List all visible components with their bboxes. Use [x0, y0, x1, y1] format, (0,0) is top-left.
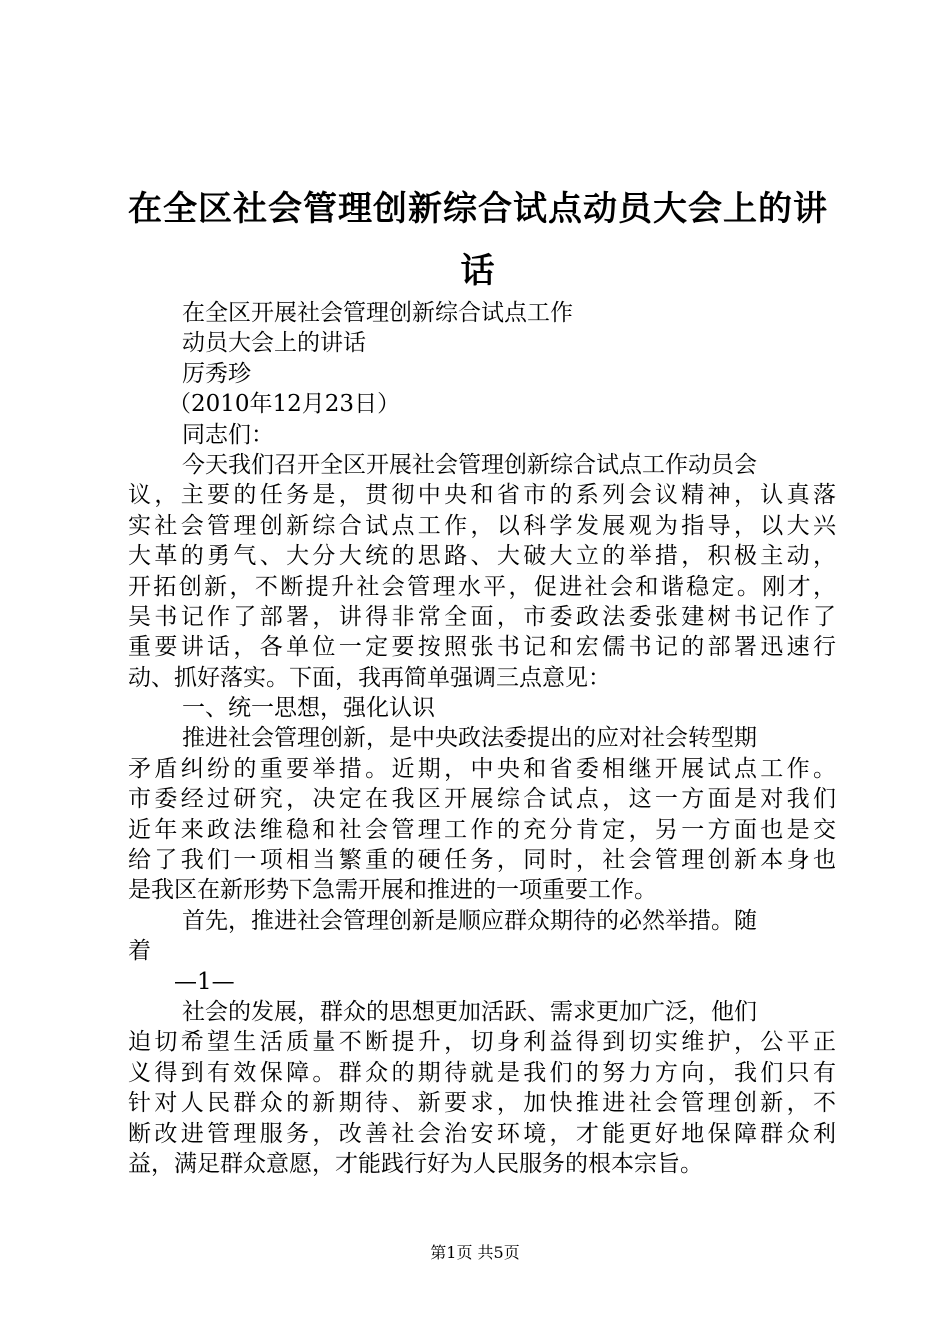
text-line: 今天我们召开全区开展社会管理创新综合试点工作动员会: [182, 451, 757, 478]
title-line-1: 在全区社会管理创新综合试点动员大会上的讲: [128, 189, 828, 229]
text-line: 义得到有效保障。群众的期待就是我们的努力方向，我们只有: [128, 1059, 836, 1086]
text-line: 市委经过研究，决定在我区开展综合试点，这一方面是对我们: [128, 786, 836, 813]
text-line: 实社会管理创新综合试点工作，以科学发展观为指导，以大兴: [128, 512, 836, 539]
text-line: 着: [128, 938, 151, 965]
text-line: 断改进管理服务，改善社会治安环境，才能更好地保障群众利: [128, 1120, 836, 1147]
document-body: [128, 298, 836, 1179]
text-line: 厉秀珍: [182, 360, 251, 387]
title-line-2: 话: [460, 251, 496, 291]
text-line: 重要讲话，各单位一定要按照张书记和宏儒书记的部署迅速行: [128, 634, 836, 661]
text-line: 近年来政法维稳和社会管理工作的充分肯定，另一方面也是交: [128, 816, 836, 843]
text-line: 迫切希望生活质量不断提升，切身利益得到切实维护，公平正: [128, 1029, 836, 1056]
text-line: 推进社会管理创新，是中央政法委提出的应对社会转型期: [182, 725, 757, 752]
text-line: 动员大会上的讲话: [182, 330, 366, 357]
text-line: 矛盾纠纷的重要举措。近期，中央和省委相继开展试点工作。: [128, 755, 836, 782]
text-line: （2010年12月23日）: [168, 391, 401, 418]
text-line: 议，主要的任务是，贯彻中央和省市的系列会议精神，认真落: [128, 482, 836, 509]
text-line: 是我区在新形势下急需开展和推进的一项重要工作。: [128, 877, 657, 904]
text-line: 大革的勇气、大分大统的思路、大破大立的举措，积极主动，: [128, 543, 836, 570]
text-line: 首先，推进社会管理创新是顺应群众期待的必然举措。随: [182, 907, 757, 934]
text-line: 社会的发展，群众的思想更加活跃、需求更加广泛，他们: [182, 998, 757, 1025]
text-line: 给了我们一项相当繁重的硬任务，同时，社会管理创新本身也: [128, 847, 836, 874]
text-line: 针对人民群众的新期待、新要求，加快推进社会管理创新，不: [128, 1090, 836, 1117]
text-line: 益，满足群众意愿，才能践行好为人民服务的根本宗旨。: [128, 1150, 703, 1177]
page-number-marker: —1—: [174, 968, 235, 995]
document-title: [118, 178, 838, 302]
text-line: 同志们：: [182, 421, 274, 448]
text-line: 动、抓好落实。下面，我再简单强调三点意见：: [128, 664, 611, 691]
page-footer: 第1页 共5页: [430, 1243, 520, 1262]
text-line: 一、统一思想，强化认识: [182, 695, 435, 722]
text-line: 在全区开展社会管理创新综合试点工作: [182, 300, 573, 326]
text-line: 开拓创新，不断提升社会管理水平，促进社会和谐稳定。刚才，: [128, 573, 836, 600]
text-line: 吴书记作了部署，讲得非常全面，市委政法委张建树书记作了: [128, 603, 836, 630]
